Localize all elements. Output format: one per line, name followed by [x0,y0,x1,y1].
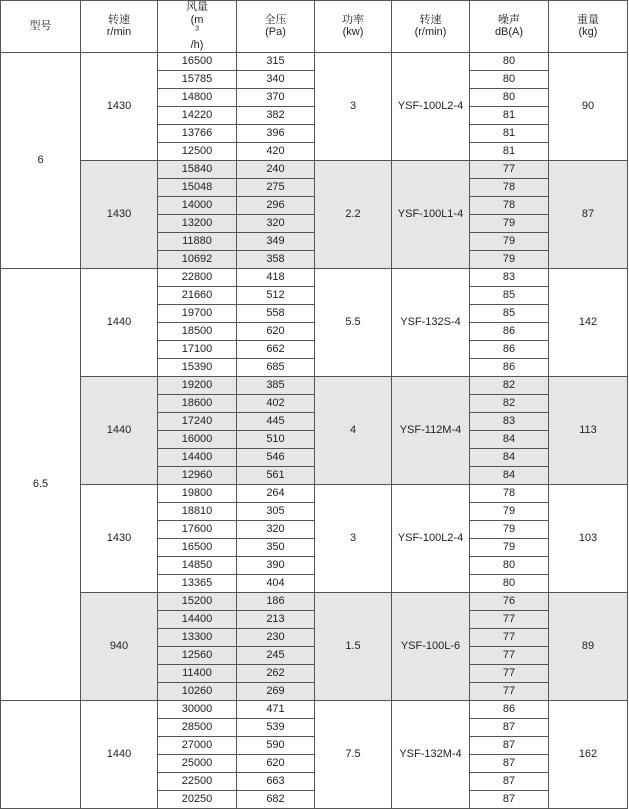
speed-cell: 1430 [81,160,158,268]
noise-cell: 80 [470,556,549,574]
pressure-cell: 350 [237,538,315,556]
airflow-cell: 28500 [158,718,237,736]
table-row [1,52,628,70]
noise-cell: 84 [470,448,549,466]
airflow-cell: 20250 [158,790,237,808]
table-row [1,268,628,286]
motor-cell: YSF-132M-4 [392,700,470,808]
power-cell: 7.5 [315,700,392,808]
pressure-cell: 390 [237,556,315,574]
airflow-cell: 12960 [158,466,237,484]
airflow-cell: 12560 [158,646,237,664]
power-cell: 1.5 [315,592,392,700]
noise-cell: 83 [470,412,549,430]
noise-cell: 80 [470,52,549,70]
airflow-cell: 18600 [158,394,237,412]
model-cell: 6 [1,52,81,268]
pressure-cell: 186 [237,592,315,610]
noise-cell: 79 [470,250,549,268]
noise-cell: 80 [470,88,549,106]
table-row [1,160,628,178]
header-weight: 重量 (kg) [549,1,628,53]
pressure-cell: 305 [237,502,315,520]
noise-cell: 77 [470,628,549,646]
noise-cell: 78 [470,178,549,196]
speed-cell: 940 [81,592,158,700]
power-cell: 5.5 [315,268,392,376]
header-speed: 转速 r/min [81,1,158,53]
speed-cell: 1430 [81,484,158,592]
airflow-cell: 17100 [158,340,237,358]
airflow-cell: 14220 [158,106,237,124]
airflow-cell: 11400 [158,664,237,682]
table-header [1,1,628,53]
weight-cell: 87 [549,160,628,268]
airflow-cell: 15785 [158,70,237,88]
speed-cell: 1430 [81,52,158,160]
airflow-cell: 18810 [158,502,237,520]
airflow-cell: 13300 [158,628,237,646]
table-row [1,484,628,502]
pressure-cell: 213 [237,610,315,628]
airflow-cell: 30000 [158,700,237,718]
pressure-cell: 539 [237,718,315,736]
airflow-cell: 13766 [158,124,237,142]
pressure-cell: 320 [237,520,315,538]
pressure-cell: 275 [237,178,315,196]
table-row [1,592,628,610]
noise-cell: 87 [470,736,549,754]
airflow-cell: 19200 [158,376,237,394]
table-body [1,52,628,808]
noise-cell: 87 [470,718,549,736]
airflow-cell: 15390 [158,358,237,376]
speed-cell: 1440 [81,376,158,484]
pressure-cell: 418 [237,268,315,286]
motor-cell: YSF-112M-4 [392,376,470,484]
pressure-cell: 620 [237,754,315,772]
pressure-cell: 240 [237,160,315,178]
weight-cell: 113 [549,376,628,484]
power-cell: 4 [315,376,392,484]
pressure-cell: 245 [237,646,315,664]
noise-cell: 77 [470,664,549,682]
airflow-cell: 14400 [158,610,237,628]
pressure-cell: 590 [237,736,315,754]
pressure-cell: 420 [237,142,315,160]
pressure-cell: 262 [237,664,315,682]
pressure-cell: 663 [237,772,315,790]
noise-cell: 80 [470,70,549,88]
airflow-cell: 12500 [158,142,237,160]
pressure-cell: 685 [237,358,315,376]
noise-cell: 81 [470,106,549,124]
noise-cell: 84 [470,466,549,484]
motor-cell: YSF-100L2-4 [392,52,470,160]
pressure-cell: 396 [237,124,315,142]
pressure-cell: 662 [237,340,315,358]
pressure-cell: 230 [237,628,315,646]
pressure-cell: 512 [237,286,315,304]
airflow-cell: 16500 [158,52,237,70]
power-cell: 3 [315,52,392,160]
noise-cell: 83 [470,268,549,286]
pressure-cell: 296 [237,196,315,214]
weight-cell: 103 [549,484,628,592]
model-cell: 6.5 [1,268,81,700]
noise-cell: 79 [470,502,549,520]
weight-cell: 162 [549,700,628,808]
weight-cell: 90 [549,52,628,160]
airflow-cell: 10260 [158,682,237,700]
power-cell: 2.2 [315,160,392,268]
header-motor: 转速 (r/min) [392,1,470,53]
noise-cell: 78 [470,196,549,214]
model-cell [1,700,81,808]
header-airflow: 风量 (m $^3$ /h) [158,1,237,53]
airflow-cell: 15048 [158,178,237,196]
airflow-cell: 16500 [158,538,237,556]
airflow-cell: 22800 [158,268,237,286]
airflow-cell: 22500 [158,772,237,790]
noise-cell: 79 [470,538,549,556]
airflow-cell: 11880 [158,232,237,250]
pressure-cell: 620 [237,322,315,340]
speed-cell: 1440 [81,268,158,376]
noise-cell: 85 [470,304,549,322]
pressure-cell: 558 [237,304,315,322]
airflow-cell: 13365 [158,574,237,592]
noise-cell: 81 [470,124,549,142]
weight-cell: 142 [549,268,628,376]
airflow-cell: 19800 [158,484,237,502]
airflow-cell: 14850 [158,556,237,574]
airflow-cell: 19700 [158,304,237,322]
motor-cell: YSF-100L-6 [392,592,470,700]
noise-cell: 79 [470,214,549,232]
table-row [1,376,628,394]
pressure-cell: 269 [237,682,315,700]
noise-cell: 79 [470,520,549,538]
pressure-cell: 370 [237,88,315,106]
airflow-cell: 21660 [158,286,237,304]
airflow-cell: 15840 [158,160,237,178]
noise-cell: 84 [470,430,549,448]
noise-cell: 76 [470,592,549,610]
noise-cell: 82 [470,376,549,394]
noise-cell: 86 [470,340,549,358]
airflow-cell: 10692 [158,250,237,268]
airflow-cell: 16000 [158,430,237,448]
header-power: 功率 (kw) [315,1,392,53]
noise-cell: 87 [470,772,549,790]
header-noise: 噪声 dB(A) [470,1,549,53]
noise-cell: 78 [470,484,549,502]
airflow-cell: 14400 [158,448,237,466]
noise-cell: 81 [470,142,549,160]
pressure-cell: 404 [237,574,315,592]
header-model: 型号 [1,1,81,53]
weight-cell: 89 [549,592,628,700]
pressure-cell: 264 [237,484,315,502]
noise-cell: 86 [470,358,549,376]
power-cell: 3 [315,484,392,592]
pressure-cell: 402 [237,394,315,412]
airflow-cell: 27000 [158,736,237,754]
noise-cell: 85 [470,286,549,304]
pressure-cell: 385 [237,376,315,394]
pressure-cell: 349 [237,232,315,250]
airflow-cell: 17600 [158,520,237,538]
noise-cell: 82 [470,394,549,412]
airflow-cell: 25000 [158,754,237,772]
pressure-cell: 682 [237,790,315,808]
noise-cell: 77 [470,646,549,664]
pressure-cell: 382 [237,106,315,124]
noise-cell: 77 [470,610,549,628]
airflow-cell: 14000 [158,196,237,214]
noise-cell: 86 [470,322,549,340]
airflow-cell: 14800 [158,88,237,106]
table-row [1,700,628,718]
pressure-cell: 471 [237,700,315,718]
header-pressure: 全压 (Pa) [237,1,315,53]
noise-cell: 87 [470,790,549,808]
airflow-cell: 13200 [158,214,237,232]
pressure-cell: 546 [237,448,315,466]
pressure-cell: 445 [237,412,315,430]
pressure-cell: 315 [237,52,315,70]
motor-cell: YSF-100L1-4 [392,160,470,268]
motor-cell: YSF-100L2-4 [392,484,470,592]
motor-cell: YSF-132S-4 [392,268,470,376]
airflow-cell: 15200 [158,592,237,610]
pressure-cell: 358 [237,250,315,268]
pressure-cell: 340 [237,70,315,88]
airflow-cell: 18500 [158,322,237,340]
noise-cell: 77 [470,682,549,700]
noise-cell: 77 [470,160,549,178]
noise-cell: 87 [470,754,549,772]
noise-cell: 86 [470,700,549,718]
pressure-cell: 510 [237,430,315,448]
noise-cell: 80 [470,574,549,592]
speed-cell: 1440 [81,700,158,808]
airflow-cell: 17240 [158,412,237,430]
noise-cell: 79 [470,232,549,250]
pressure-cell: 561 [237,466,315,484]
pressure-cell: 320 [237,214,315,232]
